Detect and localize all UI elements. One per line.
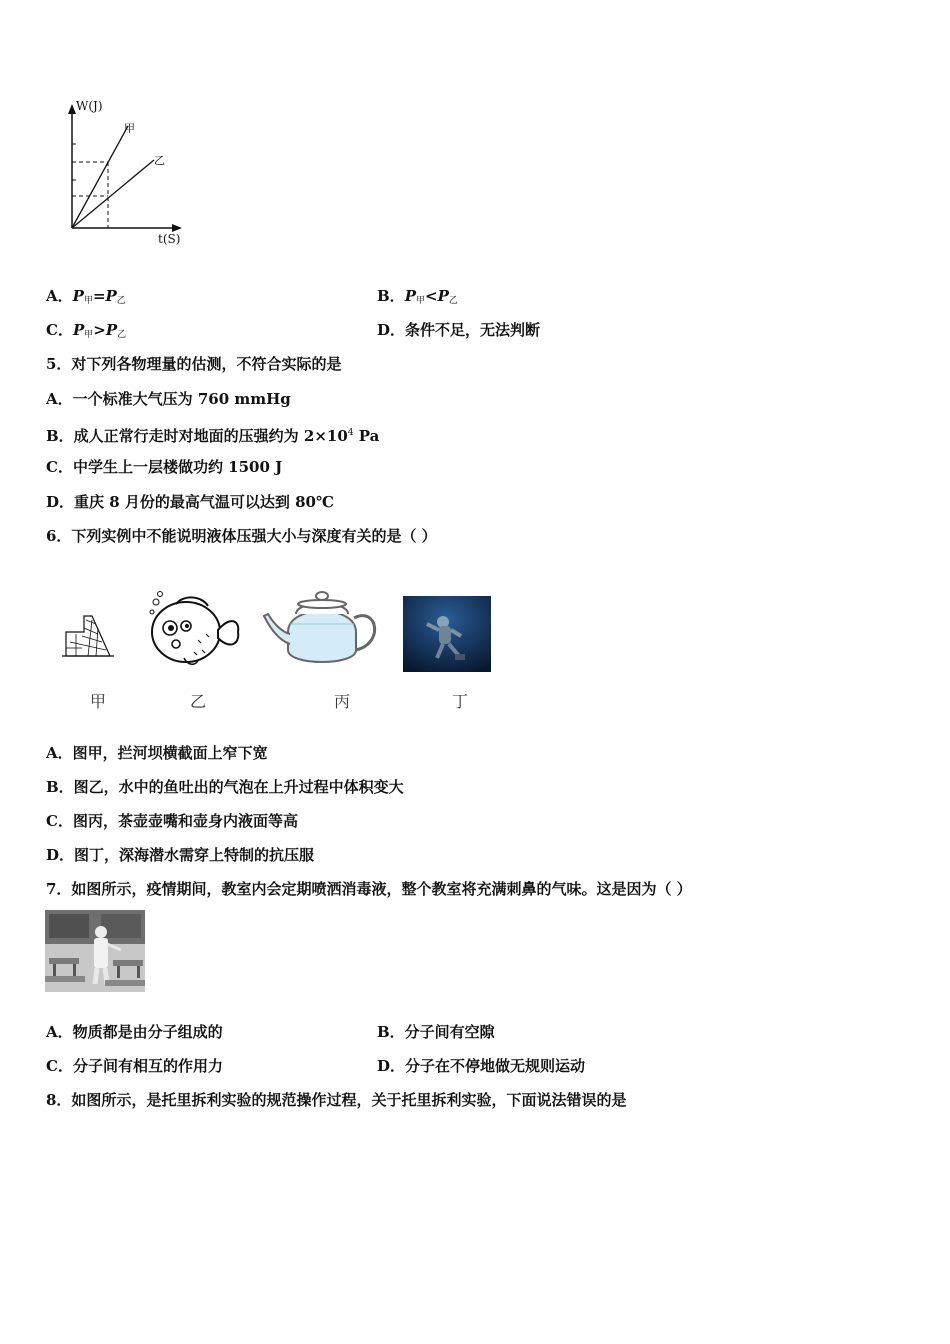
line-jia [72, 126, 128, 228]
caption-ding: 丁 [452, 692, 469, 711]
x-axis-label: t(S) [158, 232, 181, 246]
q6-stem: 6．下列实例中不能说明液体压强大小与深度有关的是（ ） [46, 527, 437, 545]
work-time-graph [60, 96, 200, 252]
y-axis-label: W(J) [76, 99, 103, 113]
q4-option-b: B．$P_甲<P_乙$ [377, 287, 458, 306]
q5-option-c: C．中学生上一层楼做功约 1500 J [46, 458, 283, 476]
q5-option-a: A．一个标准大气压为 760 mmHg [46, 390, 291, 408]
teapot-figure [262, 584, 382, 672]
dam-figure [62, 612, 114, 658]
q8-stem: 8．如图所示，是托里拆利实验的规范操作过程，关于托里拆利实验，下面说法错误的是 [46, 1091, 627, 1109]
q7-option-a: A．物质都是由分子组成的 [46, 1023, 223, 1041]
y-axis-arrow [68, 104, 76, 114]
line-jia-label: 甲 [124, 122, 135, 135]
diver-figure [403, 596, 491, 672]
line-yi-label: 乙 [154, 154, 165, 167]
q7-option-c: C．分子间有相互的作用力 [46, 1057, 223, 1075]
q5-option-b: B．成人正常行走时对地面的压强约为 $2\times 10^4$ Pa [46, 427, 380, 445]
q5-option-d: D．重庆 8 月份的最高气温可以达到 80℃ [46, 493, 334, 511]
q7-stem: 7．如图所示，疫情期间，教室内会定期喷洒消毒液，整个教室将充满刺鼻的气味。这是因为（ ） [46, 880, 692, 898]
x-axis-arrow [172, 224, 182, 232]
q4-option-d: D．条件不足，无法判断 [377, 321, 541, 339]
q6-option-d: D．图丁，深海潜水需穿上特制的抗压服 [46, 846, 315, 864]
q6-option-a: A．图甲，拦河坝横截面上窄下宽 [46, 744, 268, 762]
caption-jia: 甲 [90, 692, 107, 711]
classroom-disinfection-photo [45, 910, 145, 992]
q6-option-c: C．图丙，茶壶壶嘴和壶身内液面等高 [46, 812, 298, 830]
line-yi [72, 160, 154, 228]
fish-figure [146, 590, 242, 668]
caption-bing: 丙 [334, 692, 351, 711]
q4-option-c: C．$P_甲>P_乙$ [46, 321, 127, 340]
caption-yi: 乙 [190, 692, 207, 711]
q5-stem: 5．对下列各物理量的估测，不符合实际的是 [46, 355, 342, 373]
q7-option-d: D．分子在不停地做无规则运动 [377, 1057, 586, 1075]
q4-option-a: A．$P_甲=P_乙$ [46, 287, 126, 306]
q6-option-b: B．图乙，水中的鱼吐出的气泡在上升过程中体积变大 [46, 778, 404, 796]
q7-option-b: B．分子间有空隙 [377, 1023, 495, 1041]
